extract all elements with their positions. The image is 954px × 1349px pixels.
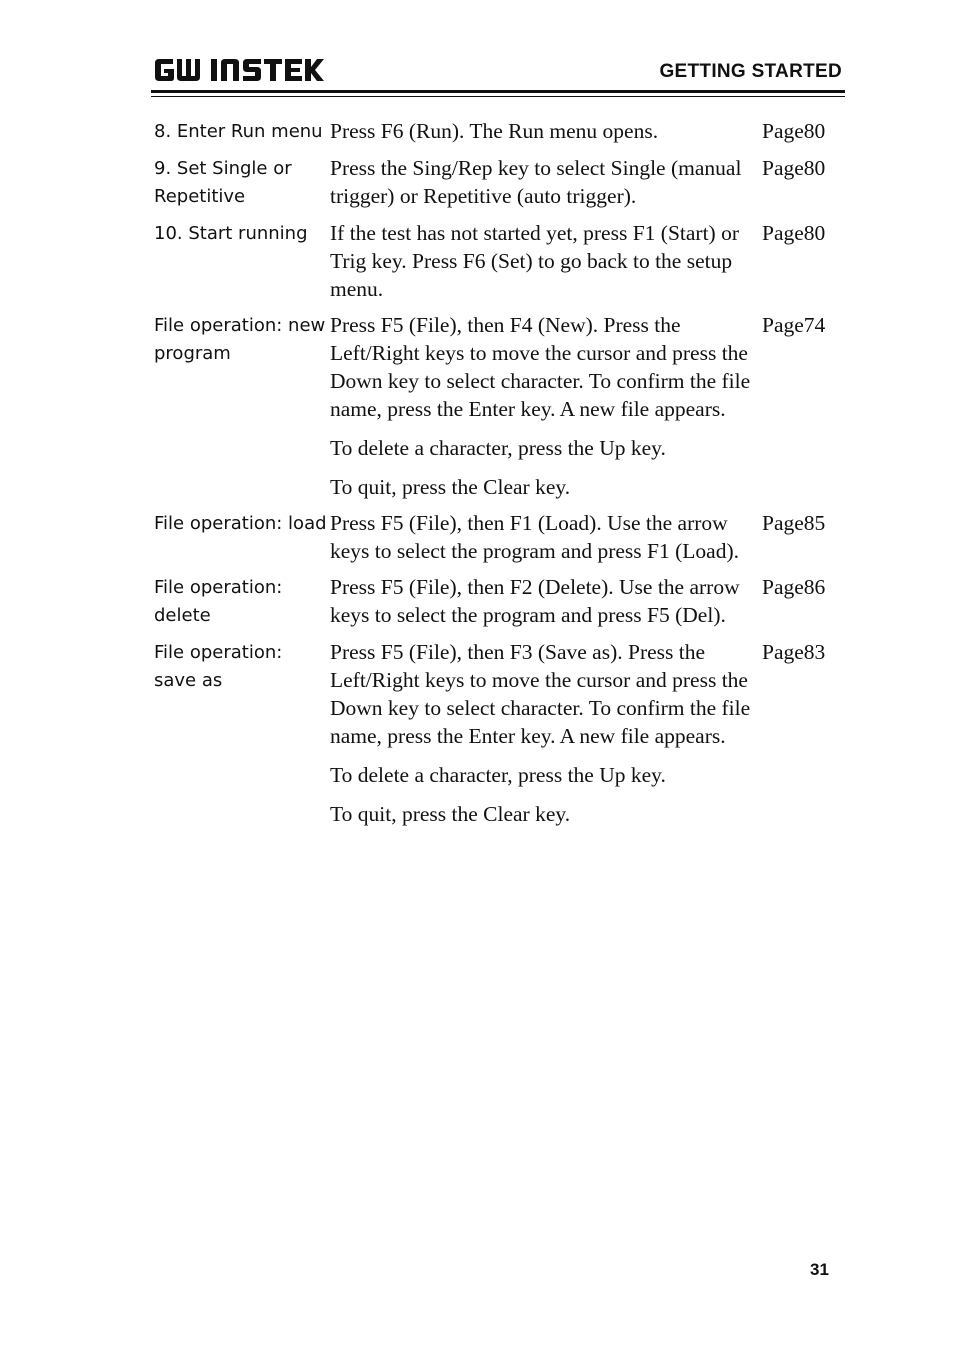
table-row: [154, 219, 844, 303]
step-description: [330, 219, 762, 303]
page-reference: Page80: [762, 221, 826, 245]
description-paragraph: Press F5 (File), then F4 (New). Press the Left/Right keys to move the cursor and press the Down key to select character. To confirm the file name, press the Enter key. A new file appears.: [330, 313, 751, 421]
step-label: 9. Set Single or Repetitive: [154, 158, 292, 207]
gw-instek-logo: [153, 55, 325, 85]
step-label: File operation: delete: [154, 577, 283, 626]
step-label: File operation: save as: [154, 642, 283, 691]
page-reference: Page80: [762, 119, 826, 143]
step-description: [330, 117, 762, 145]
step-description: [330, 311, 762, 501]
step-description: [330, 573, 762, 629]
page-reference: Page85: [762, 511, 826, 535]
procedure-table: [154, 117, 844, 836]
step-label: 10. Start running: [154, 223, 308, 244]
description-paragraph: To quit, press the Clear key.: [330, 475, 571, 499]
step-description: [330, 154, 762, 210]
page-reference: Page86: [762, 575, 826, 599]
page-reference: Page80: [762, 156, 826, 180]
page-number: 31: [810, 1260, 829, 1279]
header-rule-thin: [151, 96, 845, 97]
description-paragraph: Press F5 (File), then F3 (Save as). Press the Left/Right keys to move the cursor and press the Down key to select character. To confirm the file name, press the Enter key. A new file appears.: [330, 640, 751, 748]
page-reference: Page74: [762, 313, 826, 337]
table-row: [154, 154, 844, 211]
page-reference: Page83: [762, 640, 826, 664]
step-description: [330, 638, 762, 828]
table-row: [154, 509, 844, 565]
table-row: [154, 638, 844, 828]
step-label: File operation: new program: [154, 315, 326, 364]
description-paragraph: Press F5 (File), then F1 (Load). Use the arrow keys to select the program and press F1 (Load).: [330, 511, 739, 563]
table-row: [154, 117, 844, 146]
description-paragraph: Press F6 (Run). The Run menu opens.: [330, 119, 659, 143]
table-row: [154, 573, 844, 630]
section-title: GETTING STARTED: [659, 61, 842, 82]
step-description: [330, 509, 762, 565]
step-label: File operation: load: [154, 513, 327, 534]
description-paragraph: If the test has not started yet, press F1 (Start) or Trig key. Press F6 (Set) to go back to the setup menu.: [330, 221, 740, 301]
description-paragraph: Press F5 (File), then F2 (Delete). Use the arrow keys to select the program and press F5 (Del).: [330, 575, 740, 627]
description-paragraph: To quit, press the Clear key.: [330, 802, 571, 826]
description-paragraph: Press the Sing/Rep key to select Single (manual trigger) or Repetitive (auto trigger).: [330, 156, 742, 208]
description-paragraph: To delete a character, press the Up key.: [330, 436, 666, 460]
step-label: 8. Enter Run menu: [154, 121, 323, 142]
table-row: [154, 311, 844, 501]
description-paragraph: To delete a character, press the Up key.: [330, 763, 666, 787]
header-rule-thick: [151, 90, 845, 93]
